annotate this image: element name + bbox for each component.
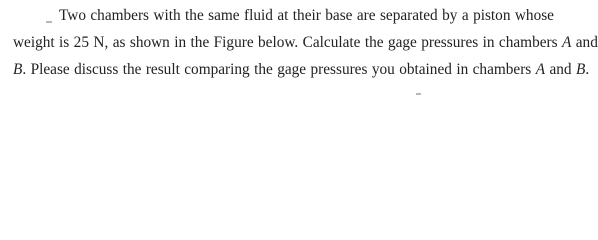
chamber-b-label: B: [575, 61, 586, 78]
problem-statement: [0, 0, 598, 99]
problem-line-2: [13, 29, 598, 56]
problem-text: . Please discuss the result comparing the gage pressures you obtained in chambers: [22, 61, 536, 78]
chamber-a-label: A: [535, 61, 546, 78]
problem-line-1: [59, 2, 554, 29]
problem-line-3: [13, 56, 589, 83]
chamber-b-label: B: [13, 61, 23, 78]
scan-artifact: [46, 21, 52, 23]
problem-text: .: [585, 61, 590, 78]
problem-text: Two chambers with the same fluid at their base are separated by a piston whose: [59, 7, 554, 24]
problem-text: weight is 25 N, as shown in the Figure below. Calculate the gage pressures in chambers: [13, 34, 562, 51]
problem-text: and: [571, 34, 598, 51]
problem-text: and: [545, 61, 576, 78]
scan-artifact: [416, 93, 421, 95]
chamber-a-label: A: [561, 34, 572, 51]
